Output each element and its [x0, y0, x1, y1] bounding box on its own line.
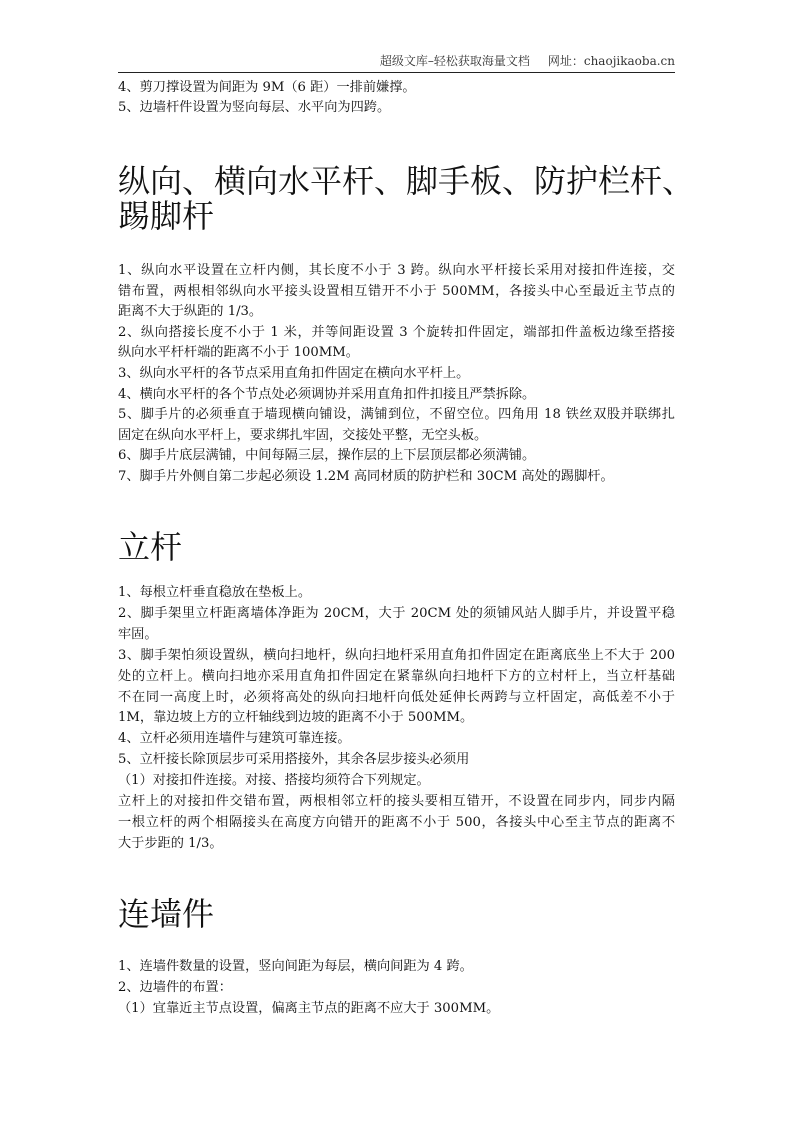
- text-line: 牢固。: [118, 626, 158, 642]
- text-line: 6、脚手片底层满铺，中间每隔三层，操作层的上下层顶层都必须满铺。: [118, 448, 536, 464]
- paragraph: [118, 750, 675, 771]
- paragraph: [118, 792, 675, 855]
- section-wall-ties: [118, 956, 675, 1019]
- paragraph: [118, 771, 675, 792]
- text-line: 固定在纵向水平杆上，要求绑扎牢固，交接处平整，无空头板。: [118, 427, 488, 443]
- paragraph: [118, 604, 675, 646]
- text-line: 1、每根立杆垂直稳放在垫板上。: [118, 585, 312, 600]
- paragraph: [118, 405, 675, 446]
- header-site-name: 超级文库–轻松获取海量文档: [379, 54, 530, 68]
- paragraph: [118, 977, 675, 998]
- text-line: （1）宜靠近主节点设置，偏离主节点的距离不应大于 300MM。: [118, 1001, 500, 1016]
- section-vertical-poles: [118, 583, 675, 855]
- text-line: 7、脚手片外侧自第二步起必须设 1.2M 高同材质的防护栏和 30CM 高处的踢脚杆。: [118, 468, 614, 484]
- text-line: 1、纵向水平设置在立杆内侧，其长度不小于 3 跨。纵向水平杆接长采用对接扣件连接，交: [118, 263, 675, 278]
- heading-line: 纵向、横向水平杆、脚手板、防护栏杆、: [118, 162, 695, 200]
- heading-horizontal-bars: [118, 164, 694, 234]
- paragraph: [118, 78, 675, 98]
- paragraph: [118, 467, 675, 488]
- text-line: 1M，靠边坡上方的立杆轴线到边坡的距离不小于 500MM。: [118, 710, 474, 726]
- text-line: 2、边墙件的布置：: [118, 980, 232, 995]
- page-header: [118, 52, 675, 73]
- text-line: 3、纵向水平杆的各节点采用直角扣件固定在横向水平杆上。: [118, 365, 470, 381]
- intro-list: [118, 78, 675, 117]
- text-line: 纵向水平杆杆端的距离不小于 100MM。: [118, 345, 359, 361]
- paragraph: [118, 998, 675, 1019]
- paragraph: [118, 364, 675, 385]
- text-line: 5、边墙杆件设置为竖向每层、水平向为四跨。: [118, 99, 391, 115]
- paragraph: [118, 261, 675, 323]
- text-line: 距离不大于纵距的 1/3。: [118, 304, 263, 320]
- text-line: 4、横向水平杆的各个节点处必须调协并采用直角扣件扣接且严禁拆除。: [118, 386, 536, 402]
- text-line: 处的立杆上。横向扫地亦采用直角扣件固定在紧靠纵向扫地杆下方的立村杆上，当立杆基础: [118, 668, 675, 684]
- text-line: 2、脚手架里立杆距离墙体净距为 20CM，大于 20CM 处的须铺风站人脚手片，并设置平稳: [118, 605, 675, 621]
- text-line: 4、剪刀撑设置为间距为 9M（6 距）一排前嫌撑。: [118, 80, 416, 95]
- text-line: 一根立杆的两个相隔接头在高度方向错开的距离不小于 500，各接头中心至主节点的距离不: [118, 814, 675, 830]
- paragraph: [118, 583, 675, 604]
- text-line: 不在同一高度上时，必须将高处的纵向扫地杆向低处延伸长两跨与立杆固定，高低差不小于: [118, 689, 675, 705]
- paragraph: [118, 446, 675, 467]
- paragraph: [118, 729, 675, 750]
- text-line: 大于步距的 1/3。: [118, 835, 223, 851]
- header-url: 网址：chaojikaoba.cn: [547, 54, 675, 68]
- text-line: 3、脚手架怕须设置纵，横向扫地杆，纵向扫地杆采用直角扣件固定在距离底坐上不大于 200: [118, 647, 675, 663]
- section-horizontal-bars: [118, 261, 675, 488]
- text-line: 5、立杆接长除顶层步可采用搭接外，其余各层步接头必须用: [118, 752, 470, 768]
- text-line: 立杆上的对接扣件交错布置，两根相邻立杆的接头要相互错开，不设置在同步内，同步内隔: [118, 794, 675, 810]
- text-line: （1）对接扣件连接。对接、搭接均须符合下列规定。: [118, 773, 430, 789]
- heading-wall-ties: 连墙件: [118, 895, 215, 933]
- text-line: 1、连墙件数量的设置，竖向间距为每层，横向间距为 4 跨。: [118, 959, 473, 974]
- paragraph: [118, 98, 675, 118]
- heading-vertical-poles: 立杆: [118, 528, 183, 566]
- heading-line: 踢脚杆: [118, 197, 215, 235]
- text-line: 错布置，两根相邻纵向水平接头设置相互错开不小于 500MM，各接头中心至最近主节点的: [118, 283, 675, 299]
- text-line: 2、纵向搭接长度不小于 1 米，并等间距设置 3 个旋转扣件固定，端部扣件盖板边缘至搭接: [118, 324, 675, 340]
- paragraph: [118, 956, 675, 977]
- paragraph: [118, 646, 675, 730]
- paragraph: [118, 385, 675, 406]
- text-line: 5、脚手片的必须垂直于墙现横向铺设，满铺到位，不留空位。四角用 18 铁丝双股并联绑扎: [118, 407, 675, 423]
- text-line: 4、立杆必须用连墙件与建筑可靠连接。: [118, 731, 351, 747]
- paragraph: [118, 323, 675, 364]
